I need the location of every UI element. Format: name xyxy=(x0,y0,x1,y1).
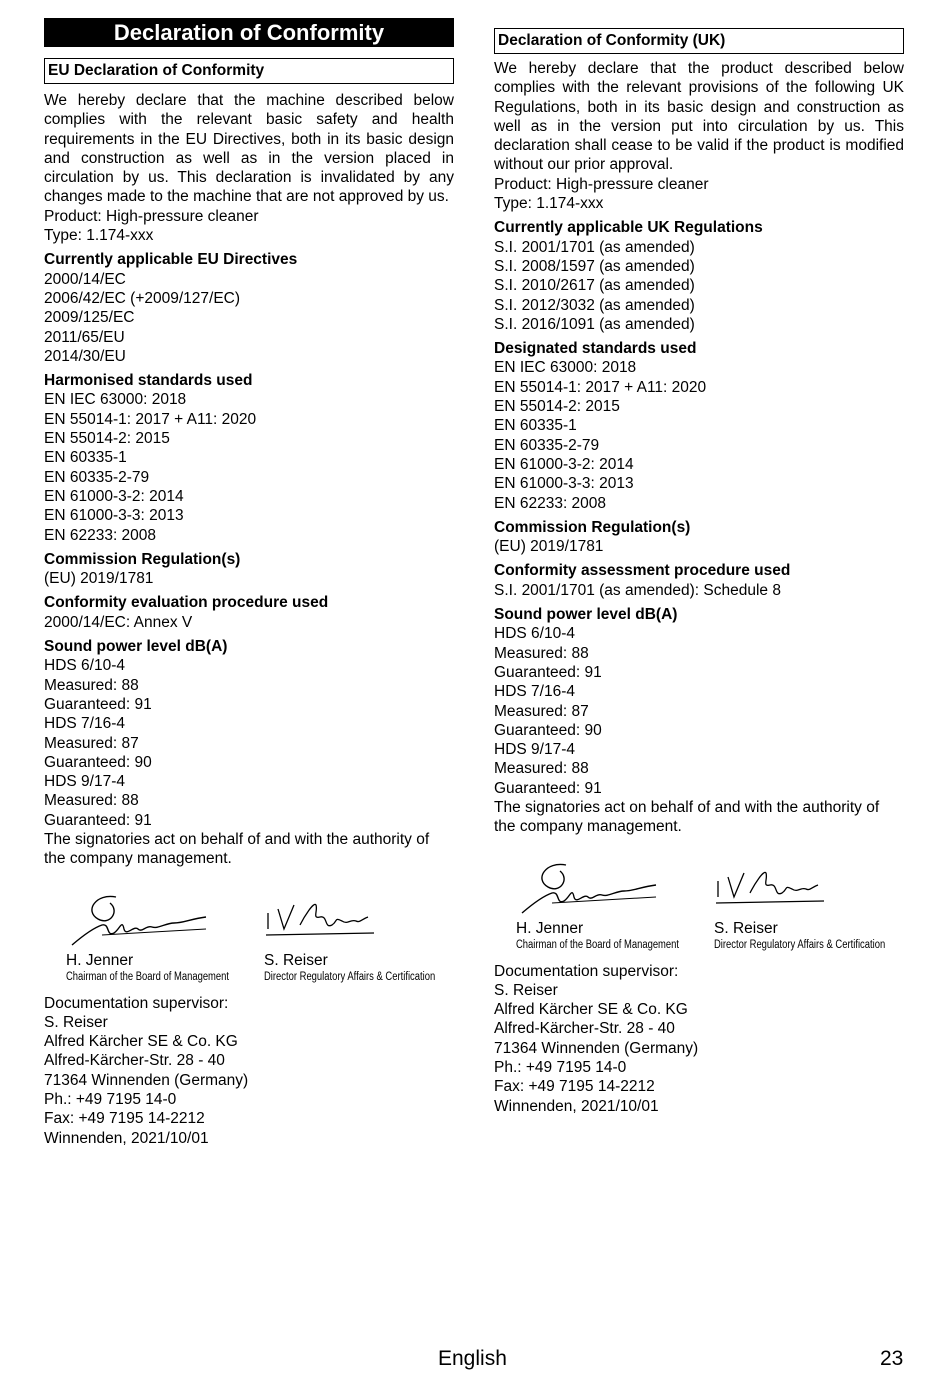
eu-sound-list xyxy=(44,656,454,830)
standard-item: EN IEC 63000: 2018 xyxy=(44,391,187,409)
contact-line: Winnenden, 2021/10/01 xyxy=(44,1129,209,1147)
uk-regulations-heading: Currently applicable UK Regulations xyxy=(494,219,763,237)
directive-item: 2014/30/EU xyxy=(44,347,126,365)
signatory-role: Chairman of the Board of Management xyxy=(516,938,680,951)
eu-authority-statement: The signatories act on behalf of and with the authority of the company management. xyxy=(44,830,430,868)
signature-reiser xyxy=(714,857,904,919)
standard-item: EN 60335-1 xyxy=(494,417,577,435)
sound-item: HDS 7/16-4 xyxy=(494,683,575,701)
standard-item: EN 55014-2: 2015 xyxy=(494,398,620,416)
signatory-name: H. Jenner xyxy=(516,919,584,937)
contact-line: S. Reiser xyxy=(494,981,558,999)
regulation-item: S.I. 2010/2617 (as amended) xyxy=(494,277,695,295)
sound-item: Measured: 88 xyxy=(494,644,589,662)
sound-item: Measured: 87 xyxy=(494,702,589,720)
uk-sound-heading: Sound power level dB(A) xyxy=(494,606,678,624)
sound-item: Guaranteed: 91 xyxy=(494,663,602,681)
contact-line: Alfred Kärcher SE & Co. KG xyxy=(494,1001,688,1019)
contact-line: Winnenden, 2021/10/01 xyxy=(494,1097,659,1115)
page-title: Declaration of Conformity xyxy=(44,18,454,47)
eu-section-title: EU Declaration of Conformity xyxy=(44,58,454,84)
standard-item: EN 62233: 2008 xyxy=(494,494,607,512)
sound-item: Measured: 88 xyxy=(44,676,139,694)
standard-item: EN 55014-1: 2017 + A11: 2020 xyxy=(44,410,257,428)
sound-item: HDS 9/17-4 xyxy=(494,741,575,759)
page-number: 23 xyxy=(880,1347,904,1370)
eu-type: Type: 1.174-xxx xyxy=(44,227,154,245)
uk-signatory-reiser xyxy=(714,857,904,952)
footer-language: English xyxy=(438,1347,507,1370)
eu-directives-list xyxy=(44,270,454,366)
eu-directives-heading: Currently applicable EU Directives xyxy=(44,251,298,269)
signature-reiser xyxy=(264,889,454,951)
uk-declaration-column xyxy=(494,18,904,1116)
uk-type: Type: 1.174-xxx xyxy=(494,195,604,213)
sound-item: Guaranteed: 90 xyxy=(494,721,602,739)
standard-item: EN 62233: 2008 xyxy=(44,526,157,544)
sound-item: Measured: 88 xyxy=(494,760,589,778)
uk-section-title: Declaration of Conformity (UK) xyxy=(494,28,904,54)
sound-item: Guaranteed: 91 xyxy=(494,779,602,797)
uk-signatory-jenner xyxy=(494,857,714,952)
sound-item: Guaranteed: 91 xyxy=(44,811,152,829)
uk-intro: We hereby declare that the product described below complies with the relevant provisions of the following UK Regulations, both in its basic design and construction as well as in the version put into circulation by us. This declaration shall cease to be valid if the product is modified without our prior approval. xyxy=(494,60,904,174)
standard-item: EN 61000-3-3: 2013 xyxy=(44,507,184,525)
uk-standards-list xyxy=(494,358,904,512)
contact-line: Fax: +49 7195 14-2212 xyxy=(44,1110,205,1128)
eu-standards-heading: Harmonised standards used xyxy=(44,372,253,390)
contact-line: Documentation supervisor: xyxy=(494,962,679,980)
eu-signatures xyxy=(44,889,454,984)
signatory-name: S. Reiser xyxy=(264,951,328,969)
procedure-item: 2000/14/EC: Annex V xyxy=(44,613,193,631)
regulation-item: (EU) 2019/1781 xyxy=(494,538,604,556)
signatory-name: S. Reiser xyxy=(714,919,778,937)
sound-item: Measured: 87 xyxy=(44,734,139,752)
uk-contact-block xyxy=(494,962,904,1116)
directive-item: 2006/42/EC (+2009/127/EC) xyxy=(44,289,241,307)
uk-sound-list xyxy=(494,624,904,798)
signatory-role: Director Regulatory Affairs & Certification xyxy=(264,970,436,983)
regulation-item: (EU) 2019/1781 xyxy=(44,570,154,588)
regulation-item: S.I. 2008/1597 (as amended) xyxy=(494,257,695,275)
eu-standards-list xyxy=(44,390,454,544)
signatory-role: Chairman of the Board of Management xyxy=(66,970,230,983)
eu-intro: We hereby declare that the machine described below complies with the relevant basic safety and health requirements in the EU Directives, both in its basic design and construction as well as in the version placed in circulation by us. This declaration is invalidated by any changes made to the machine that are not approved by us. xyxy=(44,92,454,206)
standard-item: EN 55014-1: 2017 + A11: 2020 xyxy=(494,378,707,396)
uk-regulation-heading: Commission Regulation(s) xyxy=(494,518,691,536)
uk-procedure-heading: Conformity assessment procedure used xyxy=(494,562,791,580)
uk-regulation-list xyxy=(494,537,904,556)
standard-item: EN 61000-3-2: 2014 xyxy=(44,487,184,505)
sound-item: Guaranteed: 91 xyxy=(44,695,152,713)
eu-declaration-column xyxy=(44,18,454,1148)
contact-line: Alfred Kärcher SE & Co. KG xyxy=(44,1033,238,1051)
eu-signatory-jenner xyxy=(44,889,264,984)
regulation-item: S.I. 2016/1091 (as amended) xyxy=(494,315,695,333)
eu-signatory-reiser xyxy=(264,889,454,984)
uk-standards-heading: Designated standards used xyxy=(494,340,697,358)
uk-signatures xyxy=(494,857,904,952)
eu-regulation-list xyxy=(44,569,454,588)
contact-line: 71364 Winnenden (Germany) xyxy=(44,1071,249,1089)
uk-authority-statement: The signatories act on behalf of and with the authority of the company management. xyxy=(494,798,880,836)
regulation-item: S.I. 2001/1701 (as amended) xyxy=(494,238,695,256)
contact-line: Ph.: +49 7195 14-0 xyxy=(44,1091,177,1109)
contact-line: Ph.: +49 7195 14-0 xyxy=(494,1059,627,1077)
contact-line: 71364 Winnenden (Germany) xyxy=(494,1039,699,1057)
standard-item: EN 55014-2: 2015 xyxy=(44,430,170,448)
standard-item: EN 61000-3-2: 2014 xyxy=(494,455,634,473)
signature-jenner xyxy=(66,889,264,951)
standard-item: EN IEC 63000: 2018 xyxy=(494,359,637,377)
contact-line: Fax: +49 7195 14-2212 xyxy=(494,1078,655,1096)
sound-item: HDS 9/17-4 xyxy=(44,773,125,791)
signatory-role: Director Regulatory Affairs & Certification xyxy=(714,938,886,951)
uk-regulations-list xyxy=(494,238,904,334)
eu-procedure-list xyxy=(44,613,454,632)
standard-item: EN 60335-2-79 xyxy=(44,468,150,486)
sound-item: Measured: 88 xyxy=(44,792,139,810)
signature-jenner xyxy=(516,857,714,919)
contact-line: S. Reiser xyxy=(44,1013,108,1031)
directive-item: 2011/65/EU xyxy=(44,328,125,346)
directive-item: 2000/14/EC xyxy=(44,270,126,288)
sound-item: Guaranteed: 90 xyxy=(44,753,152,771)
signatory-name: H. Jenner xyxy=(66,951,134,969)
standard-item: EN 60335-2-79 xyxy=(494,436,600,454)
procedure-item: S.I. 2001/1701 (as amended): Schedule 8 xyxy=(494,581,781,599)
eu-procedure-heading: Conformity evaluation procedure used xyxy=(44,594,329,612)
regulation-item: S.I. 2012/3032 (as amended) xyxy=(494,296,695,314)
directive-item: 2009/125/EC xyxy=(44,309,135,327)
eu-sound-heading: Sound power level dB(A) xyxy=(44,638,228,656)
standard-item: EN 61000-3-3: 2013 xyxy=(494,475,634,493)
sound-item: HDS 7/16-4 xyxy=(44,715,125,733)
uk-product: Product: High-pressure cleaner xyxy=(494,175,709,193)
standard-item: EN 60335-1 xyxy=(44,449,127,467)
sound-item: HDS 6/10-4 xyxy=(494,625,575,643)
sound-item: HDS 6/10-4 xyxy=(44,657,125,675)
contact-line: Documentation supervisor: xyxy=(44,994,229,1012)
uk-procedure-list xyxy=(494,581,904,600)
eu-contact-block xyxy=(44,994,454,1148)
eu-regulation-heading: Commission Regulation(s) xyxy=(44,550,241,568)
eu-product: Product: High-pressure cleaner xyxy=(44,207,259,225)
contact-line: Alfred-Kärcher-Str. 28 - 40 xyxy=(494,1020,675,1038)
contact-line: Alfred-Kärcher-Str. 28 - 40 xyxy=(44,1052,225,1070)
